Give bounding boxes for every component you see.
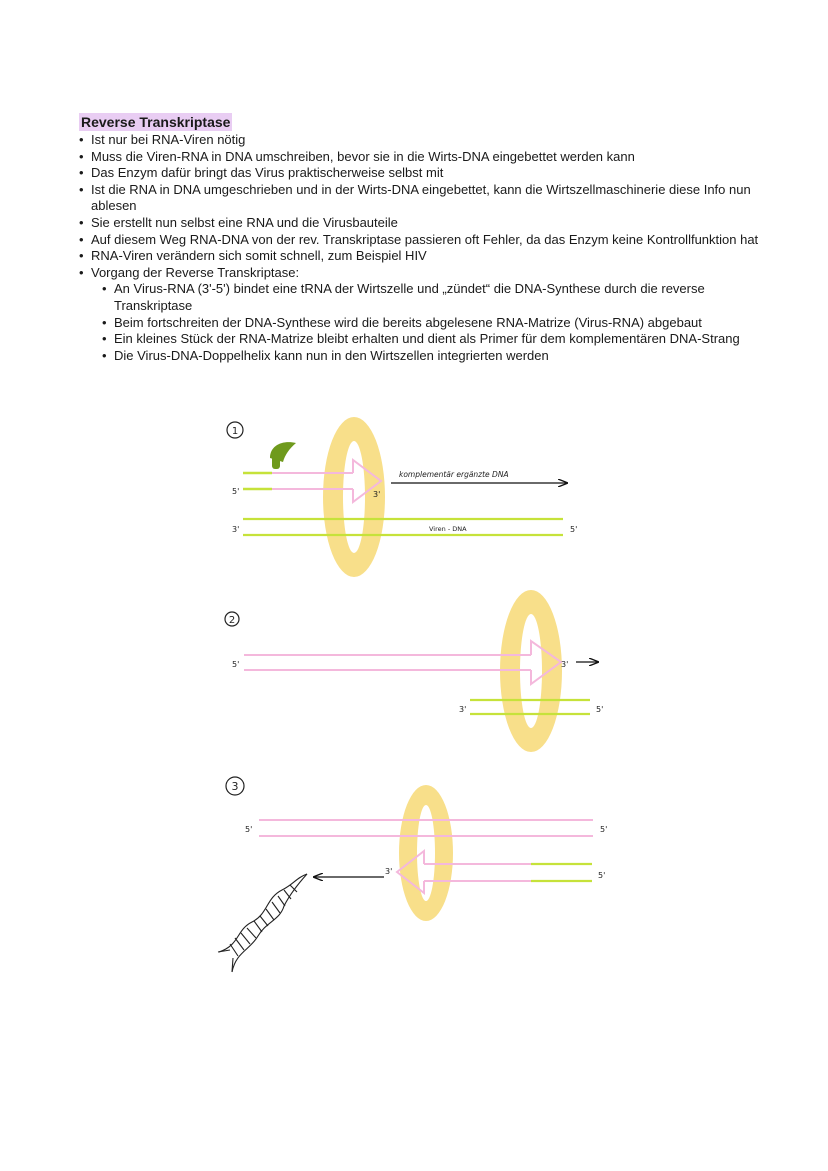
- step-3: [218, 777, 607, 972]
- complement-dna-label: komplementär ergänzte DNA: [399, 470, 509, 479]
- end-label-5-prime: 5': [245, 825, 253, 834]
- page-title: Reverse Transkriptase: [81, 114, 231, 130]
- sub-list-item: • Die Virus-DNA-Doppelhelix kann nun in den Wirtszellen integrierten werden: [102, 348, 769, 365]
- sub-list-item: • Beim fortschreiten der DNA-Synthese wird die bereits abgelesene RNA-Matrize (Virus-RNA) abgebaut: [102, 315, 769, 332]
- list-item: • Muss die Viren-RNA in DNA umschreiben, bevor sie in die Wirts-DNA eingebettet werden kann: [79, 149, 769, 166]
- enzyme-ring: [399, 785, 453, 921]
- end-label-5-prime: 5': [232, 487, 240, 496]
- list-item-label: Vorgang der Reverse Transkriptase:: [91, 264, 300, 280]
- step-2: [225, 590, 603, 752]
- list-item: • Ist die RNA in DNA umgeschrieben und in der Wirts-DNA eingebettet, kann die Wirtszellmaschinerie diese Info nun ablesen: [79, 182, 769, 215]
- end-label-3-prime: 3': [459, 705, 467, 714]
- step-1-number: 1: [231, 426, 239, 437]
- end-label-5-prime: 5': [596, 705, 604, 714]
- end-label-3-prime: 3': [232, 525, 240, 534]
- list-item: • RNA-Viren verändern sich somit schnell, zum Beispiel HIV: [79, 248, 769, 265]
- list-item: • Das Enzym dafür bringt das Virus praktischerweise selbst mit: [79, 165, 769, 182]
- sub-list-item: • Ein kleines Stück der RNA-Matrize bleibt erhalten und dient als Primer für dem komplementären DNA-Strang: [102, 331, 769, 348]
- list-item: [79, 265, 769, 365]
- list-item: • Ist nur bei RNA-Viren nötig: [79, 132, 769, 149]
- trna-icon: [270, 442, 296, 469]
- dna-double-helix-icon: [218, 874, 307, 972]
- end-label-3-prime: 3': [561, 660, 569, 669]
- reverse-transcription-diagram: [0, 410, 828, 990]
- notes-list: [79, 132, 769, 364]
- end-label-5-prime: 5': [232, 660, 240, 669]
- step-1: [227, 417, 577, 577]
- list-item: • Auf diesem Weg RNA-DNA von der rev. Transkriptase passieren oft Fehler, da das Enzym keine Kontrollfunktion hat: [79, 232, 769, 249]
- end-label-5-prime: 5': [600, 825, 608, 834]
- list-item: • Sie erstellt nun selbst eine RNA und die Virusbauteile: [79, 215, 769, 232]
- sub-list: [91, 281, 769, 364]
- sub-list-item: • An Virus-RNA (3'-5') bindet eine tRNA der Wirtszelle und „zündet“ die DNA-Synthese durch die reverse Transkriptase: [102, 281, 769, 314]
- viral-dna-label: Viren - DNA: [429, 525, 467, 533]
- end-label-3-prime: 3': [373, 490, 381, 499]
- end-label-5-prime: 5': [570, 525, 578, 534]
- end-label-5-prime: 5': [598, 871, 606, 880]
- step-3-number: 3: [231, 780, 239, 793]
- step-2-number: 2: [228, 615, 236, 626]
- end-label-3-prime: 3': [385, 867, 393, 876]
